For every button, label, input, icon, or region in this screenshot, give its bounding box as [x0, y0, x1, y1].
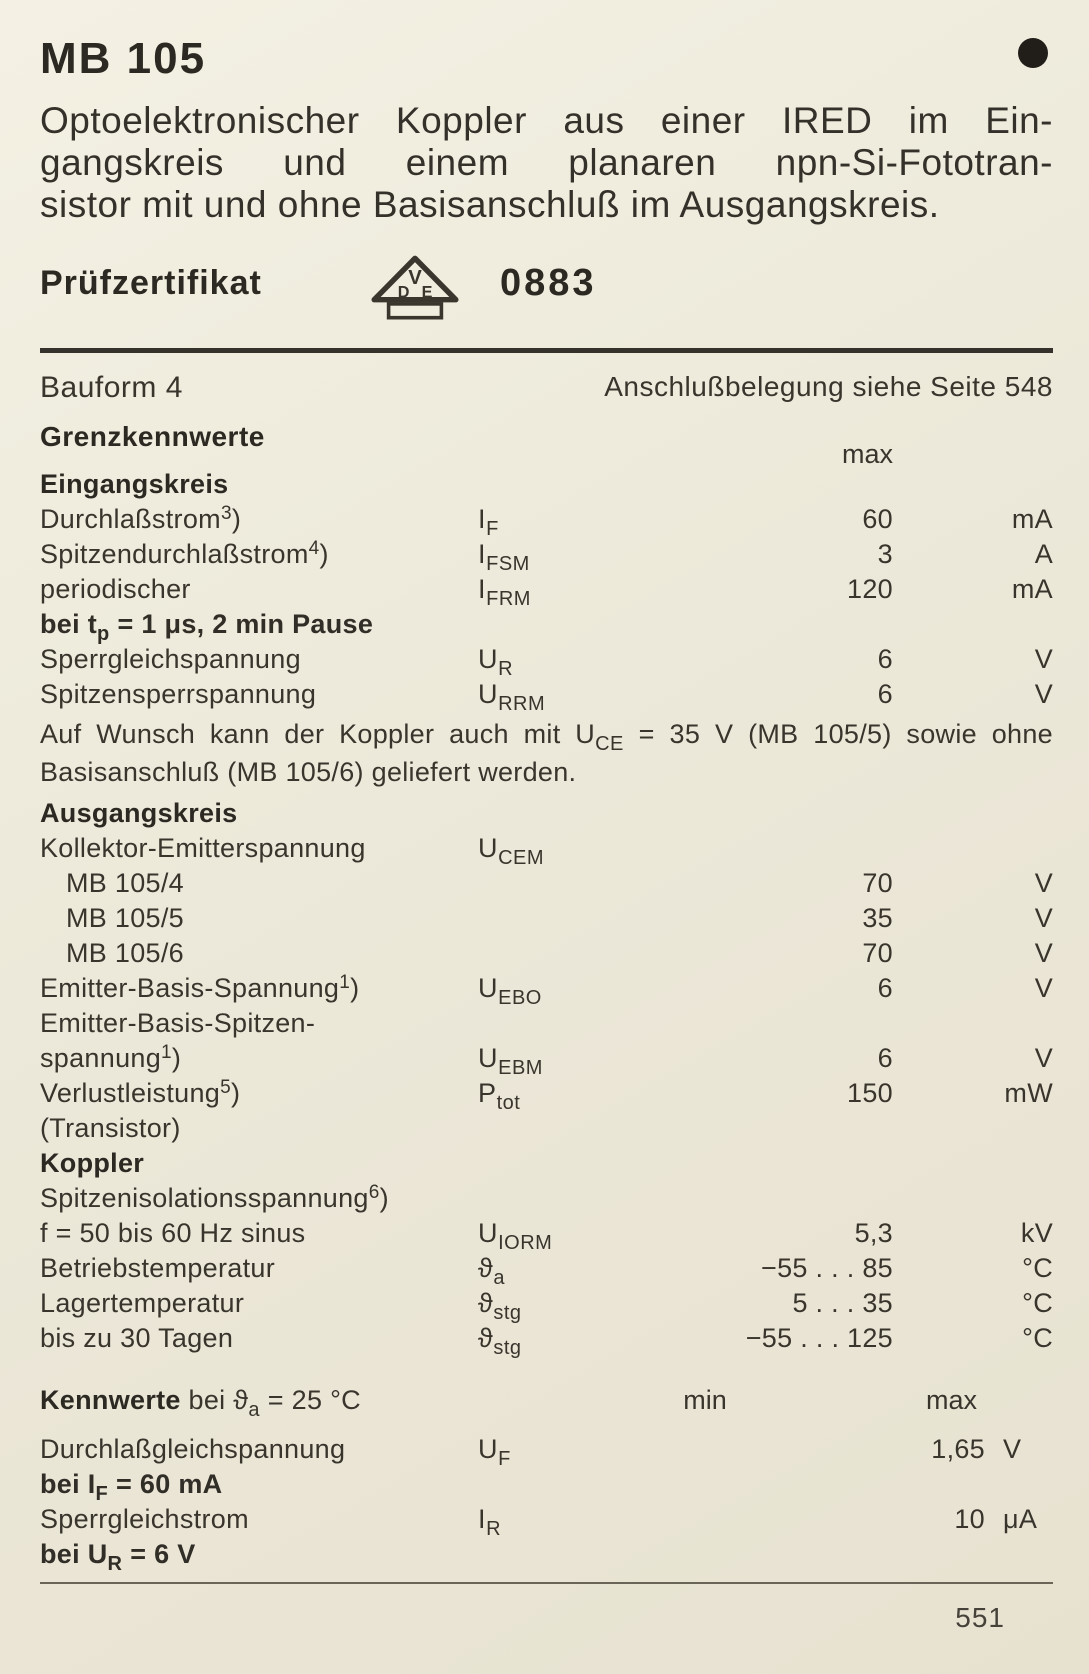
row-unit — [893, 1006, 1053, 1041]
row-symbol — [478, 607, 700, 642]
row-max-value: 10 — [954, 1504, 985, 1534]
row-unit: °C — [1022, 1288, 1053, 1318]
row-symbol — [478, 467, 700, 502]
certificate-row — [40, 254, 1053, 324]
row-symbol — [478, 936, 700, 971]
row-max-value: 6 — [877, 679, 893, 709]
row-symbol: $ϑ_{stg}$ — [478, 1288, 522, 1324]
characteristics-max-column-header: max — [925, 1385, 977, 1415]
row-unit: V — [1034, 868, 1053, 898]
row-label: Ausgangskreis — [40, 798, 238, 828]
row-max-value — [700, 467, 893, 502]
row-label: Kollektor-Emitterspannung — [40, 833, 366, 863]
row-label: Emitter-Basis-Spitzen- — [40, 1008, 316, 1038]
table-row — [40, 572, 1053, 610]
row-label: (Transistor) — [40, 1113, 181, 1143]
section-subhead-row — [40, 467, 1053, 502]
table-row — [40, 1076, 1053, 1114]
limits-section-title: Grenzkennwerte — [40, 421, 265, 452]
row-symbol: $U_{EBO}$ — [478, 973, 542, 1009]
row-min-value — [650, 1537, 760, 1572]
description-line: sistor mit und ohne Basisanschluß im Ausgangskreis. — [40, 184, 940, 225]
row-unit: mA — [1011, 574, 1053, 604]
row-unit: V — [1034, 1043, 1053, 1073]
row-unit — [893, 831, 1053, 866]
condition-note-row — [40, 607, 1053, 645]
characteristics-min-column-header: min — [683, 1385, 727, 1415]
vde-letter-v: V — [408, 267, 422, 290]
row-symbol — [478, 1006, 700, 1041]
certificate-label: Prüfzertifikat — [40, 264, 262, 302]
row-unit — [893, 1111, 1053, 1146]
row-symbol — [478, 901, 700, 936]
row-symbol: $I_{FRM}$ — [478, 574, 531, 610]
row-max-value: 6 — [877, 973, 893, 1003]
row-label: Emitter-Basis-Spannung$^1$) — [40, 972, 360, 1003]
row-unit: μA — [1003, 1504, 1038, 1534]
row-min-value — [650, 1467, 760, 1502]
product-description — [40, 100, 1053, 226]
table-row — [40, 642, 1053, 680]
row-symbol: $U_{IORM}$ — [478, 1218, 553, 1254]
description-line: gangskreis und einem planaren npn-Si-Fototran- — [40, 142, 1053, 183]
row-symbol — [478, 1537, 650, 1572]
row-unit: V — [1034, 644, 1053, 674]
row-symbol — [478, 866, 700, 901]
row-max-value: −55 . . . 85 — [761, 1253, 893, 1283]
row-unit — [893, 607, 1053, 642]
row-label: Verlustleistung$^5$) — [40, 1077, 241, 1108]
option-note-paragraph — [40, 712, 1053, 796]
row-max-value: 1,65 — [931, 1434, 985, 1464]
row-unit: mW — [1004, 1078, 1053, 1108]
row-unit: kV — [1020, 1218, 1053, 1248]
section-subhead-row — [40, 1146, 1053, 1181]
row-unit: A — [1034, 539, 1053, 569]
row-label: bis zu 30 Tagen — [40, 1323, 234, 1353]
row-max-value — [700, 796, 893, 831]
page-title: MB 105 — [40, 34, 207, 83]
section-subhead-row — [40, 796, 1053, 831]
table-row — [40, 1216, 1053, 1254]
condition-note-row — [40, 1181, 1053, 1216]
row-symbol: $ϑ_{stg}$ — [478, 1323, 522, 1359]
vde-letter-d: D — [397, 283, 410, 302]
row-symbol: $I_{FSM}$ — [478, 539, 530, 575]
table-row — [40, 971, 1053, 1009]
characteristics-table-header — [40, 1382, 1053, 1421]
table-row — [40, 1502, 1053, 1540]
row-max-value: 5,3 — [854, 1218, 893, 1248]
row-symbol — [478, 796, 700, 831]
row-max-value: 5 . . . 35 — [792, 1288, 893, 1318]
row-max-value — [700, 1146, 893, 1181]
row-symbol: $I_R$ — [478, 1504, 502, 1540]
row-label: f = 50 bis 60 Hz sinus — [40, 1218, 306, 1248]
row-label: periodischer — [40, 574, 191, 604]
row-symbol: $U_F$ — [478, 1434, 511, 1470]
row-symbol — [478, 1181, 700, 1216]
table-row — [40, 1041, 1053, 1079]
row-label: bei $U_R = 6$ V — [40, 1539, 196, 1575]
table-row — [40, 1251, 1053, 1289]
characteristics-section-title — [40, 1382, 650, 1421]
row-symbol — [478, 1111, 700, 1146]
row-max-value: 35 — [862, 903, 893, 933]
row-unit — [893, 796, 1053, 831]
row-max-value — [700, 607, 893, 642]
table-row — [40, 1321, 1053, 1359]
certificate-number: 0883 — [500, 262, 597, 304]
row-symbol: $U_R$ — [478, 644, 514, 680]
row-max-value — [760, 1537, 985, 1572]
row-unit — [893, 1146, 1053, 1181]
row-max-value — [760, 1467, 985, 1502]
row-symbol: $I_F$ — [478, 504, 499, 540]
row-label: MB 105/4 — [66, 868, 184, 898]
row-label: Spitzensperrspannung — [40, 679, 317, 709]
condition-note-row — [40, 1537, 1053, 1575]
row-label: Spitzendurchlaßstrom$^4$) — [40, 538, 329, 569]
row-label: Eingangskreis — [40, 469, 229, 499]
row-symbol — [478, 1467, 650, 1502]
table-row — [40, 677, 1053, 715]
row-max-value: 6 — [877, 1043, 893, 1073]
condition-note-row — [40, 1006, 1053, 1041]
row-symbol — [478, 1146, 700, 1181]
vde-letter-e: E — [421, 283, 433, 302]
row-unit: V — [1034, 903, 1053, 933]
row-unit: °C — [1022, 1253, 1053, 1283]
row-unit — [893, 467, 1053, 502]
table-row — [40, 537, 1053, 575]
row-unit — [985, 1537, 1053, 1572]
row-max-value: 70 — [862, 868, 893, 898]
bauform-row — [40, 371, 1053, 405]
header-divider-rule — [40, 348, 1053, 353]
row-max-value — [700, 1181, 893, 1216]
limits-max-column-header: max — [841, 439, 893, 469]
row-label: MB 105/6 — [66, 938, 184, 968]
table-row — [40, 901, 1053, 936]
row-unit: °C — [1022, 1323, 1053, 1353]
limits-rows — [40, 467, 1053, 1359]
page-number: 551 — [955, 1602, 1005, 1633]
row-unit — [893, 1181, 1053, 1216]
print-marker-dot — [1018, 38, 1048, 68]
table-row — [40, 831, 1053, 869]
table-row — [40, 502, 1053, 540]
characteristics-title-bold: Kennwerte — [40, 1385, 181, 1415]
row-unit: V — [1034, 938, 1053, 968]
row-symbol: $U_{RRM}$ — [478, 679, 546, 715]
description-line: Optoelektronischer Koppler aus einer IRED im Ein- — [40, 100, 1053, 141]
paragraph-text: Auf Wunsch kann der Koppler auch mit $U_{CE} = 35$ V (MB 105/5) sowie ohne Basisanschluß (MB 105/6) geliefert werden. — [40, 719, 1053, 787]
pinout-reference-note: Anschlußbelegung siehe Seite 548 — [604, 371, 1053, 402]
table-row — [40, 1432, 1053, 1470]
row-symbol: $ϑ_a$ — [478, 1253, 505, 1289]
row-unit: V — [1003, 1434, 1022, 1464]
table-row — [40, 1286, 1053, 1324]
footer-divider-rule — [40, 1582, 1053, 1584]
row-label: Lagertemperatur — [40, 1288, 245, 1318]
row-symbol: $U_{EBM}$ — [478, 1043, 543, 1079]
row-min-value — [650, 1502, 760, 1537]
row-label: Spitzenisolationsspannung$^6$) — [40, 1182, 389, 1213]
row-label: bei $t_p = 1$ μs, 2 min Pause — [40, 609, 374, 645]
table-row — [40, 936, 1053, 971]
condition-note-row — [40, 1111, 1053, 1146]
row-symbol: $U_{CEM}$ — [478, 833, 545, 869]
row-unit: V — [1034, 679, 1053, 709]
row-unit: mA — [1011, 504, 1053, 534]
row-max-value: 6 — [877, 644, 893, 674]
row-label: MB 105/5 — [66, 903, 184, 933]
table-row — [40, 866, 1053, 901]
row-min-value — [650, 1432, 760, 1467]
characteristics-conditions: bei $ϑ_a = 25$ °C — [180, 1385, 361, 1421]
row-label: Sperrgleichstrom — [40, 1504, 249, 1534]
row-max-value — [700, 1111, 893, 1146]
row-max-value: 3 — [877, 539, 893, 569]
row-unit — [985, 1467, 1053, 1502]
row-max-value — [700, 1006, 893, 1041]
row-label: spannung$^1$) — [40, 1042, 182, 1073]
limits-table-header — [40, 419, 1053, 467]
row-max-value — [700, 831, 893, 866]
bauform-label: Bauform 4 — [40, 371, 183, 404]
row-label: Durchlaßgleichspannung — [40, 1434, 346, 1464]
row-unit: V — [1034, 973, 1053, 1003]
condition-note-row — [40, 1467, 1053, 1505]
char-rows — [40, 1432, 1053, 1575]
row-max-value: −55 . . . 125 — [745, 1323, 893, 1353]
row-max-value: 120 — [847, 574, 893, 604]
row-max-value: 60 — [862, 504, 893, 534]
vde-logo-icon — [370, 254, 460, 322]
row-label: Koppler — [40, 1148, 145, 1178]
row-max-value: 70 — [862, 938, 893, 968]
row-label: Betriebstemperatur — [40, 1253, 276, 1283]
row-max-value: 150 — [847, 1078, 893, 1108]
row-symbol: $P_{tot}$ — [478, 1078, 521, 1114]
row-label: Durchlaßstrom$^3$) — [40, 503, 242, 534]
row-label: Sperrgleichspannung — [40, 644, 301, 674]
row-label: bei $I_F = 60$ mA — [40, 1469, 223, 1505]
